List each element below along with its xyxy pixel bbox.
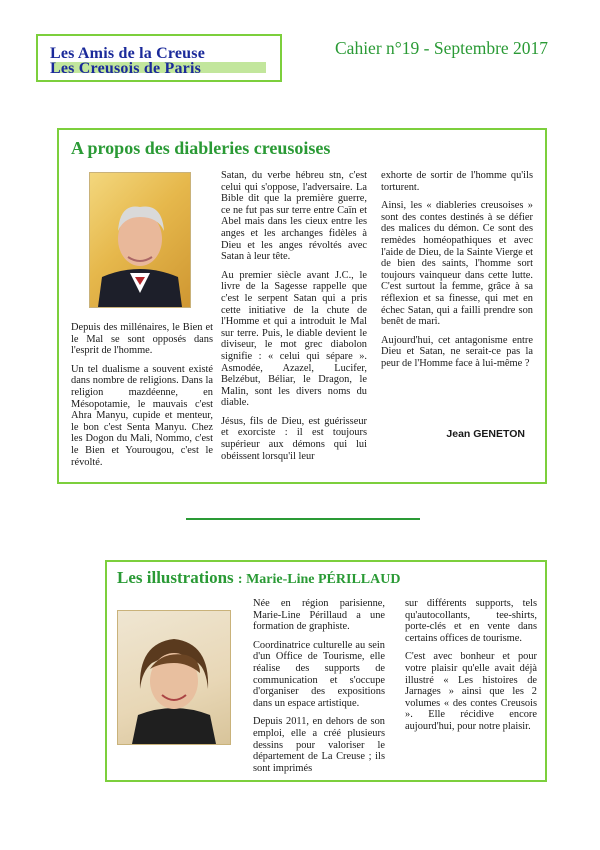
paragraph: Ainsi, les « diableries creusoises » sont des contes destinés à se défier des malices du démon. Ce sont des remèdes homéopathiques et avec l'aide de Dieu, de la Sainte Vierge et de bien des saints, l'homme sort toujours vainqueur dans cette lutte. C'est surtout la femme, grâce à sa réflexion et sa finesse, qui met en échec Satan, qui a failli prendre son benêt de mari. bbox=[381, 200, 533, 328]
issue-title: Cahier n°19 - Septembre 2017 bbox=[335, 38, 549, 58]
article2-title-sub: : Marie-Line PÉRILLAUD bbox=[237, 572, 401, 587]
paragraph: Depuis des millénaires, le Bien et le Mal se sont opposés dans l'esprit de l'homme. bbox=[71, 322, 213, 357]
article2-column2 bbox=[405, 598, 537, 740]
paragraph: sur différents supports, tels qu'autocollants, tee-shirts, porte-clés et en vente dans certains offices de tourisme. bbox=[405, 598, 537, 644]
logo bbox=[36, 34, 282, 82]
paragraph: Au premier siècle avant J.C., le livre de la Sagesse rappelle que c'est le serpent Satan qui a pris cette initiative de la chute de l'Homme et qui a introduit le Mal sur terre. Puis, le diable devient le diviseur, le mot grec diabolon signifie : « celui qui sépare ». Asmodée, Azazel, Lucifer, Belzébut, Béliar, le Dragon, le Malin, sont les divers noms du diable. bbox=[221, 269, 367, 409]
article-diableries bbox=[57, 128, 547, 484]
logo-line1: Les Amis de la Creuse bbox=[50, 45, 206, 62]
article-illustrations bbox=[105, 560, 547, 782]
paragraph: Coordinatrice culturelle au sein d'un Office de Tourisme, elle réalise des supports de communication et s'occupe d'organiser des expositions dans un espace artistique. bbox=[253, 639, 385, 709]
paragraph: Née en région parisienne, Marie-Line Périllaud a une formation de graphiste. bbox=[253, 598, 385, 633]
portrait-woman-icon bbox=[118, 611, 230, 744]
paragraph: Aujourd'hui, cet antagonisme entre Dieu et Satan, ne serait-ce pas la peur de l'Homme face à lui-même ? bbox=[381, 334, 533, 369]
illustrator-photo bbox=[117, 610, 231, 745]
article2-column1 bbox=[253, 598, 385, 781]
paragraph: Jésus, fils de Dieu, est guérisseur et exorciste : il est toujours supérieur aux démons qui lui obéissent lorsqu'il leur bbox=[221, 415, 367, 462]
section-divider bbox=[186, 518, 420, 520]
article2-title bbox=[117, 568, 400, 588]
paragraph: C'est avec bonheur et pour votre plaisir qu'elle avait déjà illustré « Les histoires de Jarnages » ainsi que les 2 volumes « des contes Creusois ». Elle récidive encore aujourd'hui, pour notre plaisir. bbox=[405, 651, 537, 732]
article2-title-main: Les illustrations bbox=[117, 568, 234, 587]
paragraph: exhorte de sortir de l'homme qu'ils torturent. bbox=[381, 170, 533, 193]
article1-column2 bbox=[221, 170, 367, 469]
paragraph: Un tel dualisme a souvent existé dans nombre de religions. Dans la religion mazdéenne, en Mésopotamie, le mauvais c'est Ahra Manyu, cupide et menteur, le bon c'est Senta Manyu. Chez les Dogon du Mali, Nommo, c'est le Bien et Yourougou, c'est le révolté. bbox=[71, 363, 213, 468]
paragraph: Satan, du verbe hébreu stn, c'est celui qui s'oppose, l'adversaire. La Bible dit que la première guerre, ce ne fut pas sur terre entre Caïn et Abel mais dans les cieux entre les anges et les archanges fidèles à Dieu et les anges révoltés avec Satan à leur tête. bbox=[221, 170, 367, 263]
paragraph: Depuis 2011, en dehors de son emploi, elle a créé plusieurs dessins pour valoriser le département de La Creuse ; ils sont imprimés bbox=[253, 716, 385, 774]
author-signature: Jean GENETON bbox=[446, 428, 525, 440]
portrait-man-icon bbox=[90, 173, 190, 307]
logo-line2: Les Creusois de Paris bbox=[50, 60, 202, 77]
article1-title: A propos des diableries creusoises bbox=[71, 138, 331, 158]
author-photo bbox=[89, 172, 191, 308]
article1-column3 bbox=[381, 170, 533, 377]
article1-column1 bbox=[71, 322, 213, 475]
